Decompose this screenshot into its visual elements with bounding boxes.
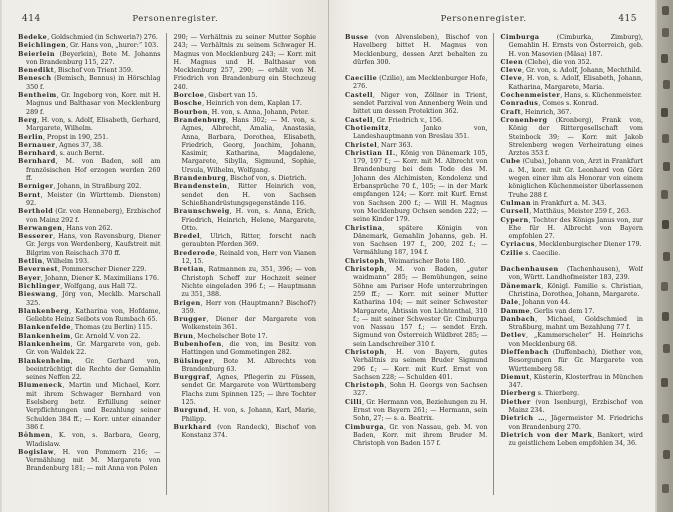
entry-headword: Christian II.	[345, 148, 396, 157]
index-entry: Busse (von Alvensleben), Bischof von Havelberg bittet H. Magnus von Mecklenburg, dessen Arzt behalten zu dürfen 300.	[345, 33, 488, 66]
index-entry: Cube (Cuba), Johann von, Arzt in Frankfurt a. M., korr. mit Gr. Leonhard von Görz wegen einer ihm als Honorar von einem königlichen Küchenmeister überlassenen Truhe 288 f.	[500, 157, 643, 199]
index-entry: Burgund, H. von, s. Johann, Karl, Marie, Philipp.	[173, 406, 316, 423]
entry-headword: Cleen	[500, 57, 524, 66]
entry-headword: Dietrich von der Mark	[500, 430, 593, 439]
entry-headword: Busse	[345, 33, 369, 41]
entry-headword: Danbach	[500, 314, 536, 323]
index-entry: Beichlingen, Gr. Hans von, „hurer:“ 103.	[18, 41, 159, 50]
index-entry: Beierlein (Beyerlein), Bote M. Johanns von Brandenburg 115, 227.	[18, 49, 161, 66]
index-entry: Diemut, Küsterin, Klosterfrau in München 347.	[500, 372, 643, 390]
entry-headword: Christoph	[345, 381, 385, 390]
index-entry: Castell, Gr. Friedrich v., 156.	[345, 115, 444, 124]
index-entry: Christian II., König von Dänemark 105, 179, 197 f.; — Korr. mit M. Albrecht von Brandenburg bei dem Tode des M. Johann des Alchimisten, Kondolenz und Erbansprüche 70 f., 105; — in der Mark empfangen 124; — Korr. mit Kurf. Ernst von Sachsen 200 f.; — Will H. Magnus von Mecklenburg Ochsen senden 222; — seine Kinder 179.	[345, 148, 488, 224]
entry-headword: Blankenheim	[18, 339, 71, 348]
index-entry: Blankenberg, Katharina von, Hofdame, Geliebte Heinz Seibots von Rumbach 65.	[18, 306, 161, 324]
entry-headword: Cilli	[345, 397, 363, 406]
index-entry: Böhmen, K. von, s. Barbara, Georg, Wladislaw.	[18, 431, 161, 448]
index-entry: Blankenheim, Gr. Arnold V. von 22.	[18, 331, 141, 340]
entry-headword: Christoph	[345, 256, 385, 265]
index-entry: Benesch (Bemisch, Bennus) in Hörschlag 350 f.	[18, 74, 161, 91]
index-entry: Bernt, Meister (in Württemb. Diensten) 92.	[18, 190, 161, 207]
entry-headword: Berlin	[18, 132, 44, 141]
entry-headword: Cursell	[500, 207, 530, 216]
index-entry: Brigen, Herr von (Hauptmann? Bischof?) 359.	[173, 298, 316, 315]
index-entry: Bourbon, H. von, s. Anna, Johann, Peter.	[173, 107, 310, 116]
index-entry: Betlin, Wilhelm 193.	[18, 257, 90, 266]
entry-headword: Bourbon	[173, 107, 208, 116]
entry-headword: Beichlingen	[18, 41, 67, 50]
entry-headword: Cleve	[500, 74, 523, 83]
entry-headword: Bretian	[173, 265, 204, 274]
index-entry: Bieswang, Jörg von, Mecklb. Marschall 325.	[18, 290, 161, 307]
entry-headword: Berg	[18, 115, 38, 124]
entry-headword: Bedeke	[18, 33, 48, 41]
column-4	[493, 33, 644, 495]
page-number-right: 415	[618, 14, 637, 24]
index-entry: Cilli, Gr. Hermann von, Beziehungen zu H. Ernst von Bayern 261; — Hermann, sein Sohn, 27; — s. a. Beatrix.	[345, 397, 488, 423]
entry-headword: Blumeneck	[18, 381, 63, 390]
page-number-left: 414	[22, 14, 41, 24]
entry-headword: Castell	[345, 90, 373, 99]
entry-headword: Blankenheim	[18, 331, 71, 340]
index-entry: Cronenberg (Kronberg), Frank von, König der Rittergesellschaft vom Steinbock 39; — Korr. mit Jakob Strelenberg wegen Verheiratung eines Arztes 353 f.	[500, 115, 643, 158]
entry-headword: Cochenmeister	[500, 91, 561, 100]
entry-headword: Bichlinger	[18, 281, 61, 290]
index-entry: Cleve, Gr. von, s. Adolf, Johann, Mechthild.	[500, 66, 642, 75]
index-entry: Dierberg s. Thierberg.	[500, 389, 580, 398]
book-edge-page-stack	[657, 0, 673, 512]
entry-headword: Burgund	[173, 406, 209, 415]
two-page-spread	[2, 0, 655, 512]
entry-headword: Bredel	[173, 232, 200, 241]
entry-headword: Blankenberg	[18, 306, 70, 315]
index-entry: Dänemark, Königl. Familie s. Christian, Christina, Dorothea, Johann, Margarete.	[500, 281, 643, 298]
entry-headword: Brederode	[173, 248, 216, 257]
entry-headword: Benedikt	[18, 66, 55, 75]
entry-headword: Dietrich …	[500, 414, 545, 423]
entry-headword: Bernt	[18, 190, 41, 199]
index-entry: Dachenhausen (Tachenhausen), Wolf von, Württ. Landhofmeister 183, 239.	[500, 265, 643, 282]
index-entry: Christoph, Weimarischer Bote 180.	[345, 256, 466, 265]
index-entry: Beyer, Johann, Diener K. Maximilians 176.	[18, 273, 159, 282]
entry-headword: Czilie	[500, 248, 524, 257]
index-entry: Chotiemitz, Janko von, Landeshauptmann von Breslau 351.	[345, 123, 488, 141]
index-entry: Blankenfelde, Thomas (zu Berlin) 115.	[18, 323, 153, 332]
index-entry: Braunschweig, H. von, s. Anna, Erich, Friedrich, Heinrich, Helene, Margarete, Otto.	[173, 207, 316, 232]
index-entry: Blankenheim, Gr. Gerhard von, beeinträchtigt die Rechte der Gemahlin seines Neffen 22.	[18, 356, 161, 382]
index-entry: Cochenmeister, Hans, s. Küchenmeister.	[500, 91, 643, 100]
entry-headword: Cypern	[500, 215, 529, 224]
entry-headword: Castell	[345, 115, 373, 124]
entry-headword: Damme	[500, 306, 531, 315]
entry-headword: Dale	[500, 298, 519, 307]
index-entry: Berthold (Gr. von Henneberg), Erzbischof von Mainz 292 f.	[18, 207, 161, 224]
entry-headword: Benesch	[18, 74, 52, 83]
entry-headword: Böhmen	[18, 431, 51, 440]
index-entry: Cleve, H. von, s. Adolf, Elisabeth, Johann, Katharina, Margarete, Maria.	[500, 74, 643, 91]
entry-headword: Betlin	[18, 257, 43, 266]
index-entry: Craft, Heinrich, 367.	[500, 107, 572, 116]
index-entry: Burkhard (von Randeck), Bischof von Konstanz 374.	[173, 422, 316, 440]
index-entry: Detlev, „Kammerscheler“ H. Heinrichs von Mecklenburg 68.	[500, 331, 643, 348]
entry-headword: Bevernest	[18, 265, 58, 274]
index-entry: Blumeneck, Martin und Michael, Korr. mit ihrem Schwager Bernhard von Eselsberg betr. Erfüllung seiner Verpflichtungen und Bezahlung seiner Schulden 384 ff.; — Korr. unter einander 386 f.	[18, 381, 161, 431]
index-entry: Bernhard, M. von Baden, soll am französischen Hof erzogen werden 260 ff.	[18, 157, 161, 183]
index-entry: Bevernest, Pommerscher Diener 229.	[18, 265, 147, 274]
entry-headword: Craft	[500, 107, 522, 116]
column-3	[343, 33, 493, 495]
entry-headword: Beierlein	[18, 49, 55, 58]
entry-headword: Detlev	[500, 331, 526, 340]
page-415	[329, 0, 655, 512]
index-entry: Benedikt, Bischof von Trient 359.	[18, 66, 133, 75]
entry-headword: Christoph	[345, 347, 385, 356]
entry-headword: Brun	[173, 331, 194, 340]
index-entry: Besserer, Hans, von Ravensburg, Diener Gr. Jergs von Werdenberg, Kaufstreit mit Bilgrim von Reischach 370 ff.	[18, 232, 161, 257]
entry-headword: Bernhard	[18, 149, 56, 158]
index-entry: Berwangen, Hans von 262.	[18, 223, 113, 232]
entry-headword: Bernhard	[18, 157, 56, 166]
entry-headword: Diemut	[500, 372, 530, 381]
entry-headword: Chotiemitz	[345, 123, 389, 132]
index-entry: Christina, spätere Königin von Dänemark, Gemahlin Johanns, geb. H. von Sachsen 197 f., 200, 202 f.; — Vermählung 187, 194 f.	[345, 223, 488, 257]
entry-headword: Christina	[345, 223, 383, 232]
running-head-right	[349, 14, 637, 24]
index-entry: Conradus, Comes s. Konrad.	[500, 99, 599, 108]
running-head-left	[22, 14, 310, 24]
entry-headword: Bubenhofen	[173, 339, 222, 348]
entry-headword: Borcloe	[173, 91, 205, 100]
index-entry: Dale, Johann von 44.	[500, 298, 571, 307]
index-entry: Bosche, Heinrich von dem, Kaplan 17.	[173, 99, 302, 108]
column-1	[16, 33, 166, 495]
index-entry: Cursell, Matthäus, Meister 259 f., 263.	[500, 207, 631, 216]
index-entry: Danbach, Michael, Goldschmied in Straßburg, mahnt um Bezahlung 77 f.	[500, 314, 643, 332]
entry-headword: Brigen	[173, 298, 201, 307]
index-entry: Christel, Narr 363.	[345, 140, 413, 149]
index-entry: Bülsinger, Bote M. Albrechts von Brandenburg 63.	[173, 356, 316, 373]
entry-headword: Burkhard	[173, 422, 212, 431]
entry-headword: Cube	[500, 157, 521, 166]
index-entry: Bentheim, Gr. Ingeborg von, Korr. mit H. Magnus und Balthasar von Mecklenburg 289 f.	[18, 91, 161, 116]
index-entry: Culman in Frankfurt a. M. 343.	[500, 198, 607, 207]
entry-headword: Bentheim	[18, 91, 57, 100]
index-entry: Caecilie (Czilie), am Mecklenburger Hofe, 276.	[345, 74, 488, 91]
entry-headword: Culman	[500, 198, 531, 207]
index-entry: Borcloe, Gisbert van 15.	[173, 91, 258, 100]
running-title-right: Personenregister.	[440, 14, 527, 24]
index-entry: Christoph, H. von Bayern, gutes Verhältnis zu seinem Bruder Sigmund 296 f.; — Korr. mit Kurf. Ernst von Sachsen 228; — Schulden 401.	[345, 347, 488, 381]
index-entry: Damme, Gerlis van dem 17.	[500, 306, 595, 315]
entry-headword: Beyer	[18, 273, 41, 282]
entry-headword: Cronenberg	[500, 115, 548, 124]
index-entry: Berniger, Johann, in Straßburg 202.	[18, 182, 142, 191]
index-entry: Dietrich von der Mark, Bankert, wird zu geistlichem Leben empfohlen 34, 36.	[500, 430, 643, 448]
index-entry: Dietrich …, Jägermeister M. Friedrichs von Brandenburg 270.	[500, 414, 643, 431]
index-entry: Bogislaw, H. von Pommern 216; — Vermählung mit M. Margarete von Brandenburg 181; — mit Anna von Polen	[18, 447, 161, 473]
index-entry: Brugger, Diener der Margarete von Wolkenstein 361.	[173, 315, 316, 332]
index-entry: Diether (von Isenburg), Erzbischof von Mainz 234.	[500, 397, 643, 415]
column-2	[166, 33, 317, 495]
index-entry: Brederode, Reinald von, Herr von Vianen 12, 15.	[173, 248, 316, 266]
entry-headword: Brandenburg	[173, 115, 227, 124]
index-entry: Berlin, Propst in 190, 251.	[18, 132, 109, 141]
index-entry: Cypern, Tochter des Königs Janus von, zur Ehe für H. Albrecht von Bayern empfohlen 27.	[500, 215, 643, 241]
entry-headword: Brandenstein	[173, 182, 228, 191]
index-entry: Bredel, Ulrich, Ritter, forscht nach geraubten Pferden 369.	[173, 232, 316, 249]
entry-headword: Bernauer	[18, 140, 56, 149]
running-title-left: Personenregister.	[132, 14, 219, 24]
entry-headword: Cimburga	[345, 422, 384, 431]
entry-headword: Bogislaw	[18, 447, 54, 456]
entry-headword: Berwangen	[18, 223, 63, 232]
index-entry: Brandenstein, Ritter Heinrich von, sendet den H. von Sachsen Schießhandrüstungsgegenstände 116.	[173, 182, 316, 207]
entry-headword: Conradus	[500, 99, 539, 108]
entry-headword: Berniger	[18, 182, 54, 191]
entry-headword: Blankenfelde	[18, 323, 71, 332]
index-entry: Burggraf, Agnes, Pflegerin zu Füssen, sendet Gr. Margarete von Württemberg Flachs zum Spinnen 125; — ihre Tochter 125.	[173, 373, 316, 407]
text-columns-right-page	[343, 33, 643, 495]
index-entry: Cleen (Clehe), die von 352.	[500, 57, 592, 66]
index-entry: Bubenhofen, die von, im Besitz von Hattingen und Gommetingen 282.	[173, 339, 316, 357]
entry-headword: Christoph	[345, 265, 385, 274]
index-entry: Dieffenbach (Duffenbach), Diether von, Besorgungen für Gr. Margarete von Württemberg 58.	[500, 347, 643, 373]
entry-headword: Dachenhausen	[500, 265, 559, 274]
index-entry: Brandenburg, Bischof von, s. Dietrich.	[173, 174, 307, 183]
index-entry: Cimburga (Cimburka, Zimburg), Gemahlin H. Ernsts von Österreich, geb. H. von Masovien (Mäsa) 187.	[500, 33, 643, 58]
index-entry: Cimburga, Gr. von Nassau, geb. M. von Baden, Korr. mit ihrem Bruder M. Christoph von Baden 157 f.	[345, 422, 488, 448]
index-entry: Bedeke, Goldschmied (in Schwerin?) 276.	[18, 33, 158, 41]
entry-headword: Blankenheim	[18, 356, 71, 365]
entry-headword: Dierberg	[500, 389, 536, 398]
index-entry: Castell, Niger von, Zöllner in Trient, sendet Parzival von Annenberg Wein und bittet um dessen Protektion 362.	[345, 90, 488, 116]
entry-headword: Brandenburg	[173, 174, 227, 183]
index-entry: Blankenheim, Gr. Margarete von, geb. Gr. von Waldek 22.	[18, 339, 161, 357]
entry-headword: Braunschweig	[173, 207, 230, 216]
entry-headword: Burggraf	[173, 373, 210, 382]
index-entry: Christoph, M. von Baden, „guter waidmann“ 285; — Bemühungen, seine Söhne am Pariser Hofe unterzubringen 259 ff.; — Korr. mit seiner Mutter Katharina 104; — mit seiner Schwester Margarete, Äbtissin von Lichtenthal, 310 f.; — mit seiner Schwester Gr. Cimburga von Nassau 157 f.; — sendet Erzh. Sigmund von Österreich Wildbret 285; — sein Landschreiber 310 f.	[345, 265, 488, 348]
entry-headword: Besserer	[18, 232, 54, 241]
index-entry: Christoph, Sohn H. Georgs von Sachsen 327.	[345, 381, 488, 398]
index-entry: Bernauer, Agnes 37, 38.	[18, 140, 104, 149]
index-entry: Brandenburg, Hans 302; — M. von, s. Agnes, Albrecht, Amalia, Anastasia, Anna, Barbara, Dorothea, Elisabeth, Friedrich, Georg, Joachim, Johann, Kasimir, Katharina, Magdalene, Margarete, Sibylla, Sigmund, Sophie, Ursula, Wilhelm, Wolfgang.	[173, 115, 316, 174]
entry-headword: Brugger	[173, 315, 207, 324]
text-columns-left-page	[16, 33, 316, 495]
entry-headword: Cimburga	[500, 33, 540, 41]
entry-headword: Cleve	[500, 66, 523, 75]
entry-headword: Bülsinger	[173, 356, 213, 365]
entry-headword: Bosche	[173, 99, 203, 108]
entry-headword: Christel	[345, 140, 378, 149]
index-entry: Berg, H. von, s. Adolf, Elisabeth, Gerhard, Margarete, Wilhelm.	[18, 115, 161, 133]
index-entry: Brun, Mechelscher Bote 17.	[173, 331, 268, 340]
index-entry: 290; — Verhältnis zu seiner Mutter Sophie 243; — Verhältnis zu seinem Schwager H. Magnus von Mecklenburg 243; — Korr. mit H. Magnus und H. Balthasar von Mecklenburg 257, 290; — erhält von M. Friedrich von Brandenburg ein Stechzeug 240.	[173, 33, 316, 91]
index-entry: Cyriacus, Mecklenburgischer Diener 179.	[500, 240, 642, 249]
entry-headword: Caecilie	[345, 74, 378, 83]
entry-headword: Cyriacus	[500, 240, 535, 249]
entry-headword: Dieffenbach	[500, 347, 549, 356]
entry-headword: Diether	[500, 397, 531, 406]
index-entry: Bernhard, s. auch Bernt.	[18, 149, 105, 158]
entry-headword: Berthold	[18, 207, 54, 216]
index-entry: Czilie s. Caecilie.	[500, 248, 561, 257]
index-entry: Bichlinger, Wolfgang, aus Hall 72.	[18, 281, 138, 290]
index-entry: Bretian, Ratmannen zu, 351, 396; — von Christoph Scheff zur Hochzeit seiner Nichte eingeladen 396 f.; — Hauptmann zu 351, 388.	[173, 265, 316, 299]
entry-headword: Bieswang	[18, 290, 56, 299]
page-414	[2, 0, 328, 512]
entry-headword: Dänemark	[500, 281, 542, 290]
